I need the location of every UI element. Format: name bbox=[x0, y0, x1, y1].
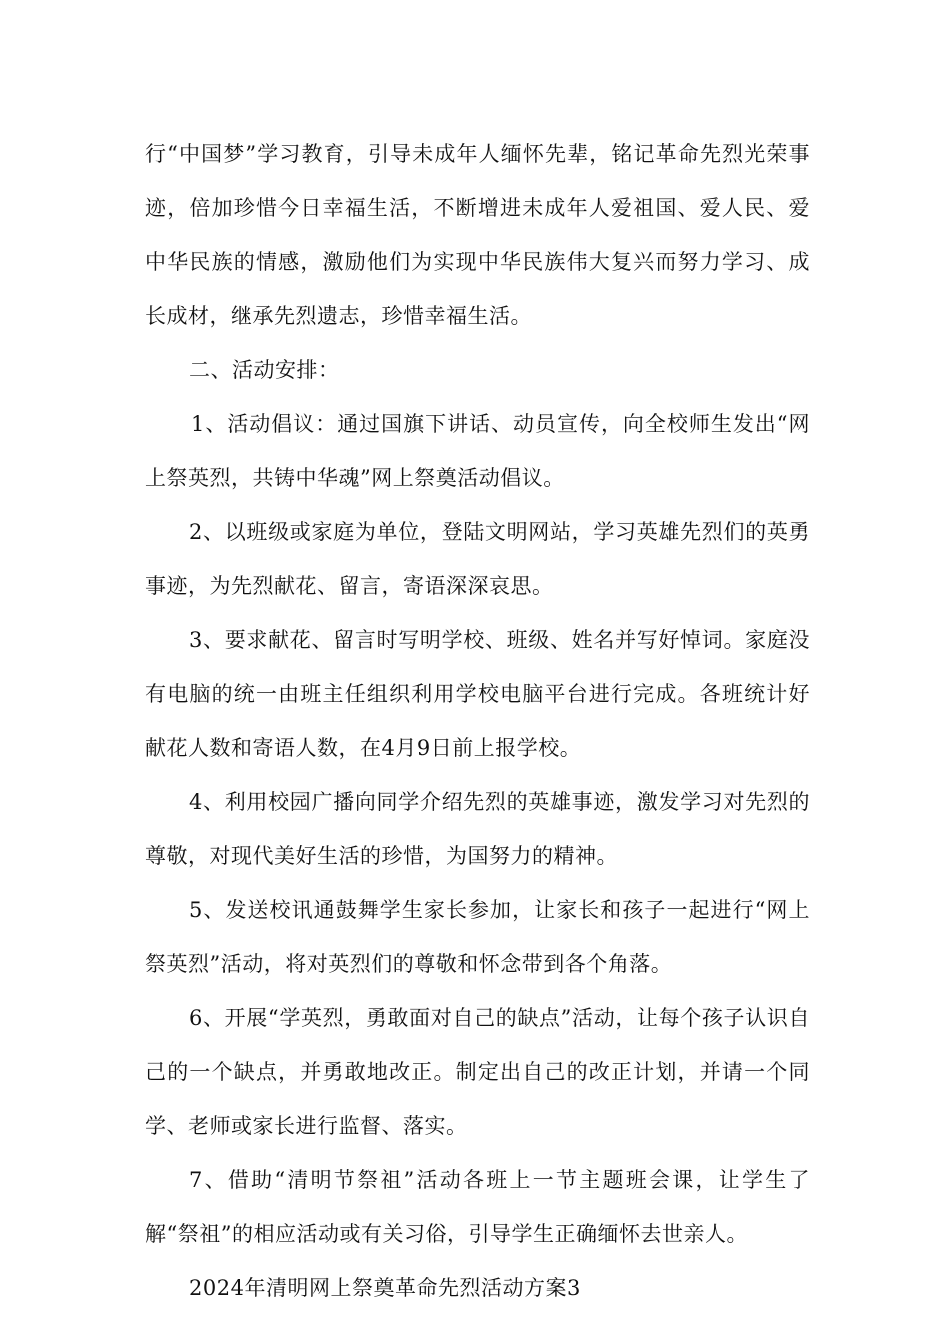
paragraph-item-2: 2、以班级或家庭为单位，登陆文明网站，学习英雄先烈们的英勇事迹，为先烈献花、留言，寄语深深哀思。 bbox=[145, 520, 810, 598]
paragraph-item-1: 1、活动倡议：通过国旗下讲话、动员宣传，向全校师生发出“网上祭英烈，共铸中华魂”网上祭奠活动倡议。 bbox=[145, 412, 810, 490]
paragraph-item-6: 6、开展“学英烈，勇敢面对自己的缺点”活动，让每个孩子认识自己的一个缺点，并勇敢地改正。制定出自己的改正计划，并请一个同学、老师或家长进行监督、落实。 bbox=[145, 1006, 810, 1138]
paragraph-item-4: 4、利用校园广播向同学介绍先烈的英雄事迹，激发学习对先烈的尊敬，对现代美好生活的珍惜，为国努力的精神。 bbox=[145, 790, 810, 868]
section-title-plan-3: 2024年清明网上祭奠革命先烈活动方案3 bbox=[189, 1276, 581, 1300]
section-heading-activity-arrangement: 二、活动安排： bbox=[189, 358, 340, 382]
paragraph-item-5: 5、发送校讯通鼓舞学生家长参加，让家长和孩子一起进行“网上祭英烈”活动，将对英烈们的尊敬和怀念带到各个角落。 bbox=[145, 898, 810, 976]
paragraph-item-7: 7、借助“清明节祭祖”活动各班上一节主题班会课，让学生了解“祭祖”的相应活动或有关习俗，引导学生正确缅怀去世亲人。 bbox=[145, 1168, 810, 1246]
paragraph-continuation: 行“中国梦”学习教育，引导未成年人缅怀先辈，铭记革命先烈光荣事迹，倍加珍惜今日幸福生活，不断增进未成年人爱祖国、爱人民、爱中华民族的情感，激励他们为实现中华民族伟大复兴而努力学习、成长成材，继承先烈遗志，珍惜幸福生活。 bbox=[145, 142, 810, 328]
paragraph-item-3: 3、要求献花、留言时写明学校、班级、姓名并写好悼词。家庭没有电脑的统一由班主任组织利用学校电脑平台进行完成。各班统计好献花人数和寄语人数，在4月9日前上报学校。 bbox=[145, 628, 810, 760]
document-body bbox=[145, 127, 810, 1315]
